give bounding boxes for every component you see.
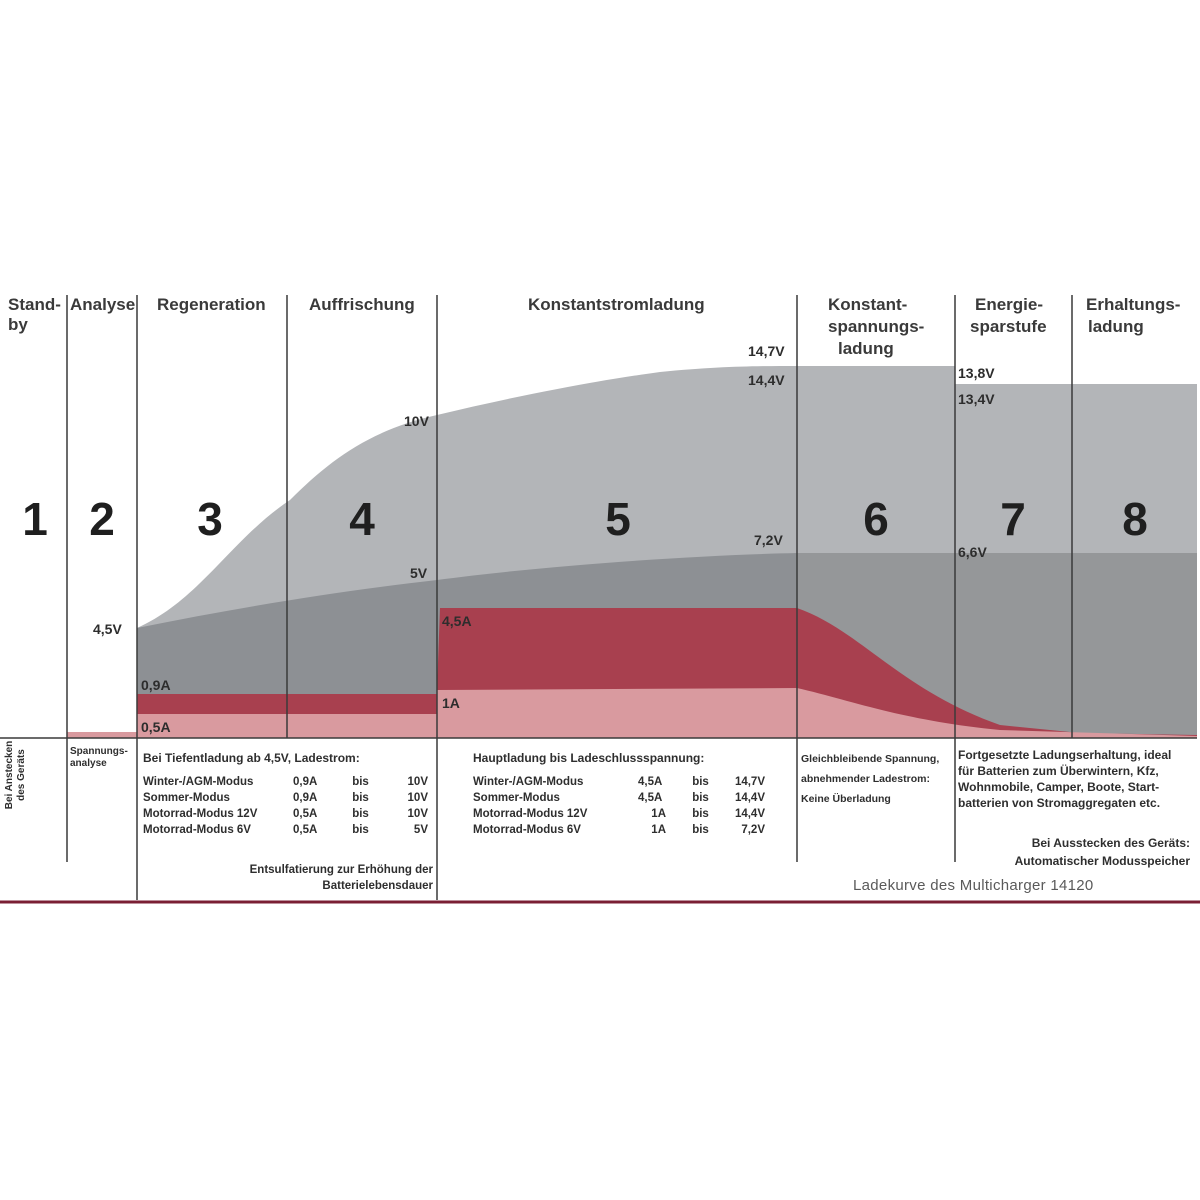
phase-8-title: Erhaltungs-ladung bbox=[1086, 295, 1181, 336]
table-row: Motorrad-Modus 12V 0,5A bis 10V bbox=[143, 808, 428, 820]
label-14-7v: 14,7V bbox=[748, 343, 785, 359]
phase-1-number: 1 bbox=[22, 493, 48, 545]
table-row: Sommer-Modus 4,5A bis 14,4V bbox=[473, 792, 765, 804]
phase-8-number: 8 bbox=[1122, 493, 1148, 545]
standby-current-strip bbox=[67, 732, 137, 738]
side-note-plugin: Bei Anstecken des Geräts bbox=[4, 740, 27, 810]
note-maintenance: Fortgesetzte Ladungserhaltung, ideal für Batterien zum Überwintern, Kfz, Wohnmobile, Camper, Boote, Start-batterien von Stromaggregaten etc. bbox=[958, 748, 1172, 810]
label-6-6v: 6,6V bbox=[958, 544, 987, 560]
phase-4-title: Auffrischung bbox=[309, 295, 415, 314]
table-row: Motorrad-Modus 12V 1A bis 14,4V bbox=[473, 808, 765, 820]
table-regeneration bbox=[143, 774, 428, 838]
table-row: Motorrad-Modus 6V 0,5A bis 5V bbox=[143, 824, 428, 836]
table-row: Motorrad-Modus 6V 1A bis 7,2V bbox=[473, 824, 765, 836]
label-4-5v: 4,5V bbox=[93, 621, 122, 637]
phase-2-title: Analyse bbox=[70, 295, 136, 314]
phase-7-number: 7 bbox=[1000, 493, 1026, 545]
label-0-5a: 0,5A bbox=[141, 719, 171, 735]
phase-6-title: Konstant-spannungs-ladung bbox=[828, 295, 925, 358]
label-10v: 10V bbox=[404, 413, 429, 429]
phase-3-number: 3 bbox=[197, 493, 223, 545]
label-5v: 5V bbox=[410, 565, 428, 581]
phase-4-number: 4 bbox=[349, 493, 375, 545]
note-constant-voltage: Gleichbleibende Spannung, abnehmender Ladestrom: Keine Überladung bbox=[801, 753, 940, 805]
phase-5-title: Konstantstromladung bbox=[528, 295, 705, 314]
phase-1-title: Stand-by bbox=[8, 295, 61, 334]
table-row: Winter-/AGM-Modus 4,5A bis 14,7V bbox=[473, 776, 765, 788]
label-14-4v: 14,4V bbox=[748, 372, 785, 388]
figure-caption: Ladekurve des Multicharger 14120 bbox=[853, 877, 1094, 894]
note-main-header: Hauptladung bis Ladeschlussspannung: bbox=[473, 751, 705, 765]
label-4-5a: 4,5A bbox=[442, 613, 472, 629]
note-mode-memory: Bei Ausstecken des Geräts: Automatischer Modusspeicher bbox=[1014, 836, 1190, 868]
note-regeneration-header: Bei Tiefentladung ab 4,5V, Ladestrom: bbox=[143, 751, 360, 765]
label-13-8v: 13,8V bbox=[958, 365, 995, 381]
table-row: Sommer-Modus 0,9A bis 10V bbox=[143, 792, 428, 804]
label-13-4v: 13,4V bbox=[958, 391, 995, 407]
label-0-9a: 0,9A bbox=[141, 677, 171, 693]
label-7-2v: 7,2V bbox=[754, 532, 783, 548]
table-main-charging bbox=[473, 774, 765, 838]
label-1a: 1A bbox=[442, 695, 460, 711]
table-row: Winter-/AGM-Modus 0,9A bis 10V bbox=[143, 776, 428, 788]
phase-7-title: Energie-sparstufe bbox=[970, 295, 1047, 336]
note-analyse: Spannungs-analyse bbox=[70, 746, 128, 769]
phase-2-number: 2 bbox=[89, 493, 115, 545]
note-regeneration-footer: Entsulfatierung zur Erhöhung der Batterielebensdauer bbox=[249, 864, 433, 892]
phase-5-number: 5 bbox=[605, 493, 631, 545]
phase-3-title: Regeneration bbox=[157, 295, 266, 314]
phase-6-number: 6 bbox=[863, 493, 889, 545]
